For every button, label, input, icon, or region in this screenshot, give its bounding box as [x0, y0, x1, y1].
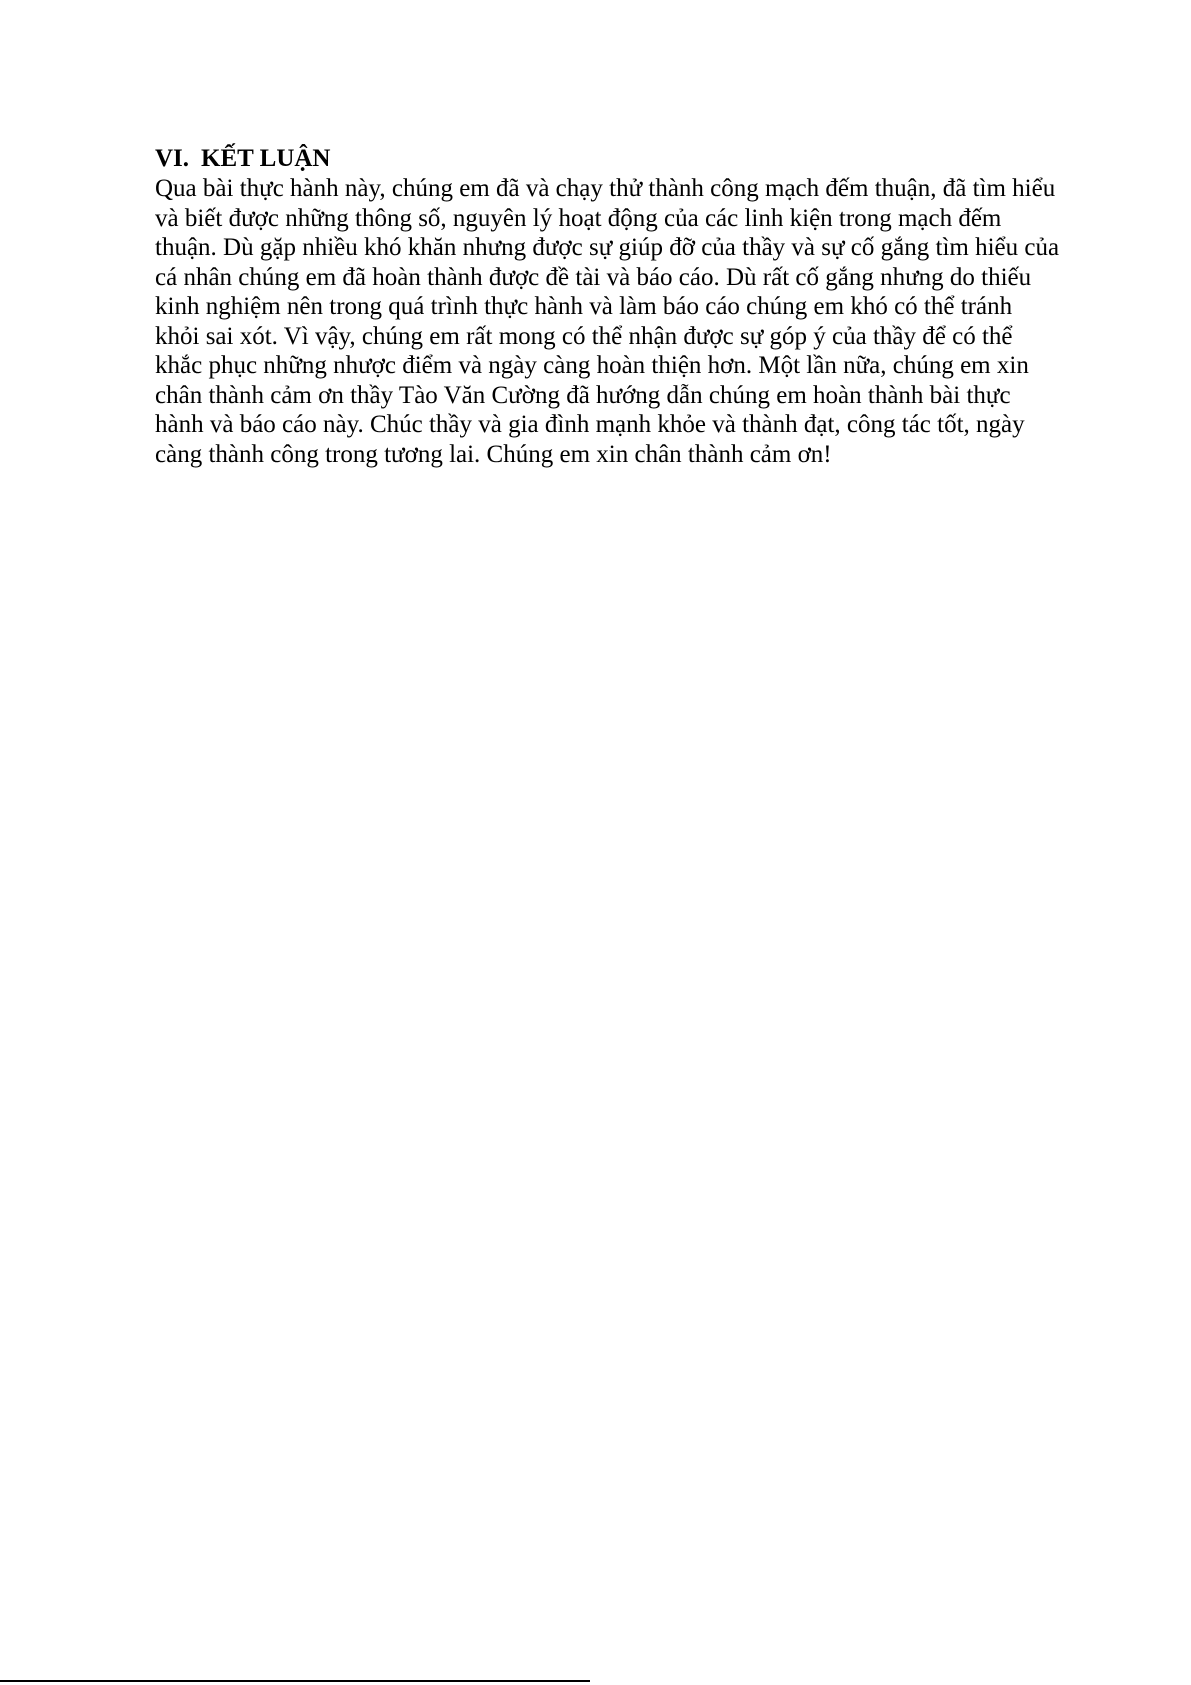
paragraph-line: càng thành công trong tương lai. Chúng em xin chân thành cảm ơn!	[155, 440, 832, 468]
footer-divider	[0, 1680, 590, 1682]
paragraph-line: Qua bài thực hành này, chúng em đã và chạy thử thành công mạch đếm thuận, đã tìm hiểu	[155, 175, 1056, 202]
page-content	[155, 144, 1095, 469]
section-title: KẾT LUẬN	[201, 145, 331, 172]
section-heading	[155, 144, 1095, 174]
section-number: VI.	[155, 145, 190, 172]
conclusion-paragraph	[155, 174, 1095, 469]
paragraph-line: và biết được những thông số, nguyên lý hoạt động của các linh kiện trong mạch đếm	[155, 204, 1002, 232]
paragraph-line: chân thành cảm ơn thầy Tào Văn Cường đã hướng dẫn chúng em hoàn thành bài thực	[155, 381, 1011, 409]
paragraph-line: kinh nghiệm nên trong quá trình thực hành và làm báo cáo chúng em khó có thể tránh	[155, 293, 1013, 320]
paragraph-line: hành và báo cáo này. Chúc thầy và gia đình mạnh khỏe và thành đạt, công tác tốt, ngày	[155, 411, 1025, 438]
paragraph-line: khắc phục những nhược điểm và ngày càng hoàn thiện hơn. Một lần nữa, chúng em xin	[155, 352, 1029, 379]
paragraph-line: thuận. Dù gặp nhiều khó khăn nhưng được sự giúp đỡ của thầy và sự cố gắng tìm hiểu của	[155, 234, 1060, 261]
paragraph-line: khỏi sai xót. Vì vậy, chúng em rất mong có thể nhận được sự góp ý của thầy để có thể	[155, 322, 1013, 350]
paragraph-line: cá nhân chúng em đã hoàn thành được đề tài và báo cáo. Dù rất cố gắng nhưng do thiếu	[155, 263, 1032, 291]
